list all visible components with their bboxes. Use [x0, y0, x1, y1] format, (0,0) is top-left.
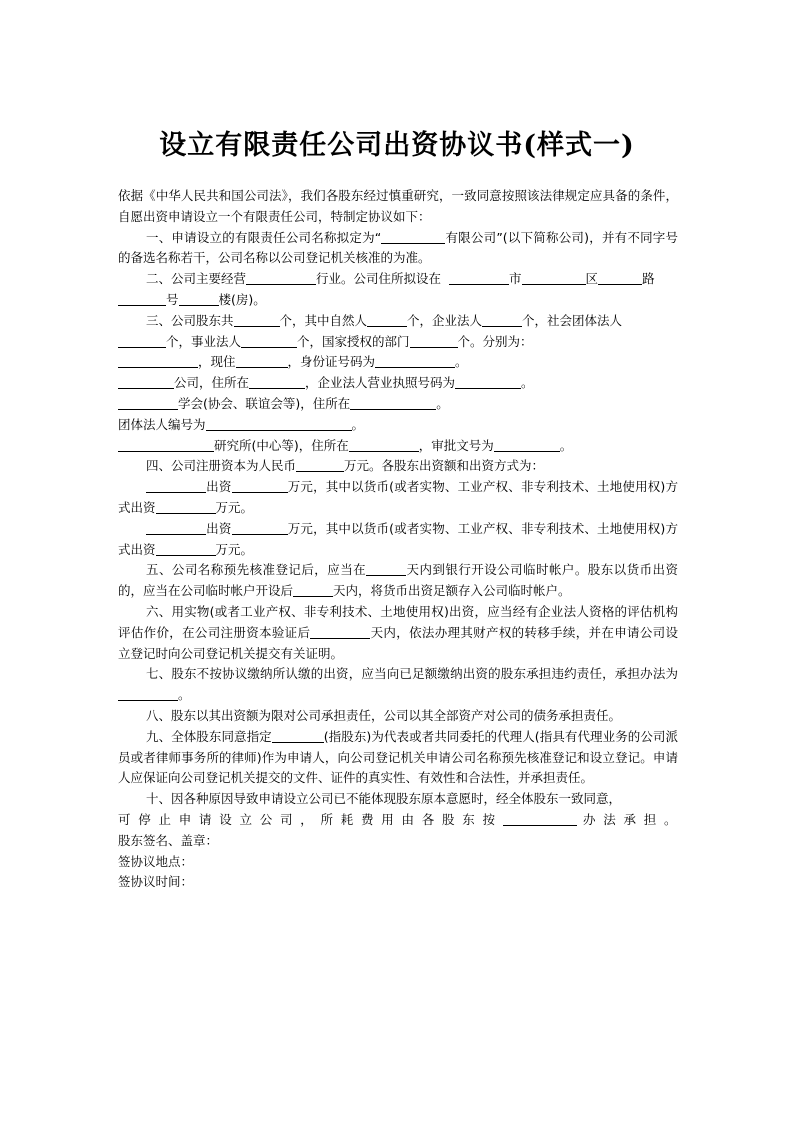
fill-blank[interactable] — [293, 582, 333, 597]
clause-text: 个，事业法人 — [166, 333, 242, 349]
clause-text: 万元，其中以货币(或者实物、工业产权、非专利技术、土地使用权)方式出资 — [118, 520, 678, 557]
clause-text: 天内，将货币出资足额存入公司临时帐户。 — [333, 583, 571, 599]
fill-blank[interactable] — [249, 374, 305, 389]
fill-blank[interactable] — [246, 270, 316, 285]
fill-blank[interactable] — [118, 437, 214, 452]
shareholder-association — [118, 394, 678, 415]
fill-blank[interactable] — [118, 333, 166, 348]
clause-text: 办法承担。 — [576, 811, 678, 827]
shareholder-institute — [118, 436, 678, 457]
clause-10-line-2 — [118, 810, 678, 831]
fill-blank[interactable] — [206, 416, 352, 431]
signing-time: 签协议时间： — [118, 874, 194, 890]
clause-text: 二、公司主要经营 — [146, 271, 247, 287]
clause-7 — [118, 664, 678, 706]
fill-blank[interactable] — [241, 333, 297, 348]
fill-blank[interactable] — [522, 270, 586, 285]
clause-text: 可停止申请设立公司，所耗费用由各股东按 — [118, 811, 503, 827]
clause-text: 有限公司”(以下简称公司)，并有不同字号的备选名称若干，公司名称以公司登记机关核准的为准。 — [118, 229, 678, 266]
clause-text: 团体法人编号为 — [118, 416, 206, 432]
fill-blank[interactable] — [272, 728, 324, 743]
fill-blank[interactable] — [367, 312, 407, 327]
contribution-1 — [118, 477, 678, 519]
fill-blank[interactable] — [232, 478, 288, 493]
clause-text: 区 — [585, 271, 599, 287]
fill-blank[interactable] — [410, 333, 458, 348]
fill-blank[interactable] — [236, 353, 288, 368]
clause-text: ，身份证号码为 — [287, 354, 376, 370]
clause-text: 个，国家授权的部门 — [297, 333, 410, 349]
clause-text: 。 — [178, 687, 191, 703]
document-title: 设立有限责任公司出资协议书(样式一) — [159, 130, 635, 161]
signing-place: 签协议地点： — [118, 853, 194, 869]
clause-1 — [118, 228, 678, 270]
clause-text: 五、公司名称预先核准登记后，应当在 — [146, 562, 367, 578]
clause-3 — [118, 311, 678, 353]
clause-text: 天内到银行开设公司临时帐户。股东以货币出资的，应当在公司临时帐户开设后 — [118, 562, 678, 599]
fill-blank[interactable] — [494, 437, 560, 452]
fill-blank[interactable] — [118, 353, 198, 368]
fill-blank[interactable] — [503, 811, 577, 826]
clause-text: 天内，依法办理其财产权的转移手续，并在申请公司设立登记时向公司登记机关提交有关证明。 — [118, 624, 678, 661]
clause-text: 。 — [521, 375, 534, 391]
fill-blank[interactable] — [118, 374, 174, 389]
clause-text: 个，其中自然人 — [279, 312, 368, 328]
fill-blank[interactable] — [156, 541, 216, 556]
clause-text: 。 — [436, 395, 449, 411]
clause-9 — [118, 727, 678, 789]
fill-blank[interactable] — [156, 499, 216, 514]
signature-line: 股东签名、盖章： — [118, 832, 219, 848]
clause-text: 个，企业法人 — [407, 312, 483, 328]
clause-text: 。 — [351, 416, 365, 432]
clause-text: 万元。 — [215, 541, 254, 557]
fill-blank[interactable] — [349, 437, 419, 452]
fill-blank[interactable] — [296, 457, 344, 472]
clause-8: 八、股东以其出资额为限对公司承担责任，公司以其全部资产对公司的债务承担责任。 — [146, 707, 622, 723]
clause-text: 出资 — [206, 520, 232, 536]
clause-text: 出资 — [206, 479, 232, 495]
fill-blank[interactable] — [375, 353, 455, 368]
clause-6 — [118, 602, 678, 664]
clause-text: 三、公司股东共 — [146, 312, 234, 328]
clause-text: 四、公司注册资本为人民币 — [146, 458, 297, 474]
shareholder-natural-person — [118, 352, 678, 373]
fill-blank[interactable] — [146, 520, 206, 535]
fill-blank[interactable] — [118, 395, 178, 410]
clause-10-line-1: 十、因各种原因导致申请设立公司已不能体现股东原本意愿时，经全体股东一致同意， — [146, 791, 622, 807]
clause-4 — [118, 456, 678, 477]
clause-text: 七、股东不按协议缴纳所认缴的出资，应当向已足额缴纳出资的股东承担违约责任，承担办法为 — [146, 666, 678, 682]
clause-text: 楼(房)。 — [218, 291, 266, 307]
clause-text: 研究所(中心等)，住所在 — [214, 437, 349, 453]
fill-blank[interactable] — [179, 291, 219, 306]
fill-blank[interactable] — [350, 395, 436, 410]
clause-text: 个，社会团体法人 — [522, 312, 623, 328]
fill-blank[interactable] — [455, 374, 521, 389]
fill-blank[interactable] — [598, 270, 642, 285]
clause-text: ，企业法人营业执照号码为 — [305, 375, 456, 391]
clause-text: 公司，住所在 — [174, 375, 250, 391]
clause-2 — [118, 269, 678, 311]
shareholder-enterprise — [118, 373, 678, 394]
clause-text: 行业。公司住所拟设在 — [316, 271, 442, 287]
fill-blank[interactable] — [232, 520, 288, 535]
clause-text: 市 — [509, 271, 522, 287]
agreement-body — [118, 186, 678, 893]
fill-blank[interactable] — [146, 478, 206, 493]
clause-text: (指股东)为代表或者共同委托的代理人(指具有代理业务的公司派员或者律师事务所的律师)作为申请人，向公司登记机关申请公司名称预先核准登记和设立登记。申请人应保证向公司登记机关提交的文件、证件的真实性、有效性和合法性，并承担责任。 — [118, 728, 678, 786]
fill-blank[interactable] — [381, 229, 445, 244]
fill-blank[interactable] — [118, 686, 178, 701]
clause-text: 。 — [455, 354, 468, 370]
intro-paragraph: 依据《中华人民共和国公司法》，我们各股东经过慎重研究，一致同意按照该法律规定应具备的条件，自愿出资申请设立一个有限责任公司，特制定协议如下： — [118, 188, 678, 224]
clause-text: 号 — [166, 291, 179, 307]
clause-text: 路 — [642, 271, 655, 287]
fill-blank[interactable] — [366, 561, 406, 576]
clause-text: 万元。各股东出资额和出资方式为： — [344, 458, 545, 474]
clause-text: 万元。 — [215, 499, 254, 515]
clause-text: 个。分别为： — [457, 333, 533, 349]
shareholder-group-id — [118, 415, 678, 436]
clause-text: 万元，其中以货币(或者实物、工业产权、非专利技术、土地使用权)方式出资 — [118, 479, 678, 515]
fill-blank[interactable] — [482, 312, 522, 327]
fill-blank[interactable] — [118, 291, 166, 306]
clause-text: 一、申请设立的有限责任公司名称拟定为“ — [146, 229, 382, 245]
fill-blank[interactable] — [310, 624, 370, 639]
clause-text: 。 — [559, 437, 573, 453]
clause-text: 九、全体股东同意指定 — [146, 728, 272, 744]
clause-text: ，审批文号为 — [418, 437, 494, 453]
contribution-2 — [118, 519, 678, 561]
clause-text: ，现住 — [198, 354, 236, 370]
fill-blank[interactable] — [449, 270, 509, 285]
fill-blank[interactable] — [234, 312, 280, 327]
clause-text: 六、用实物(或者工业产权、非专利技术、土地使用权)出资，应当经有企业法人资格的评估机构评估作价，在公司注册资本验证后 — [118, 603, 678, 640]
clause-text: 学会(协会、联谊会等)，住所在 — [178, 395, 351, 411]
clause-5 — [118, 560, 678, 602]
